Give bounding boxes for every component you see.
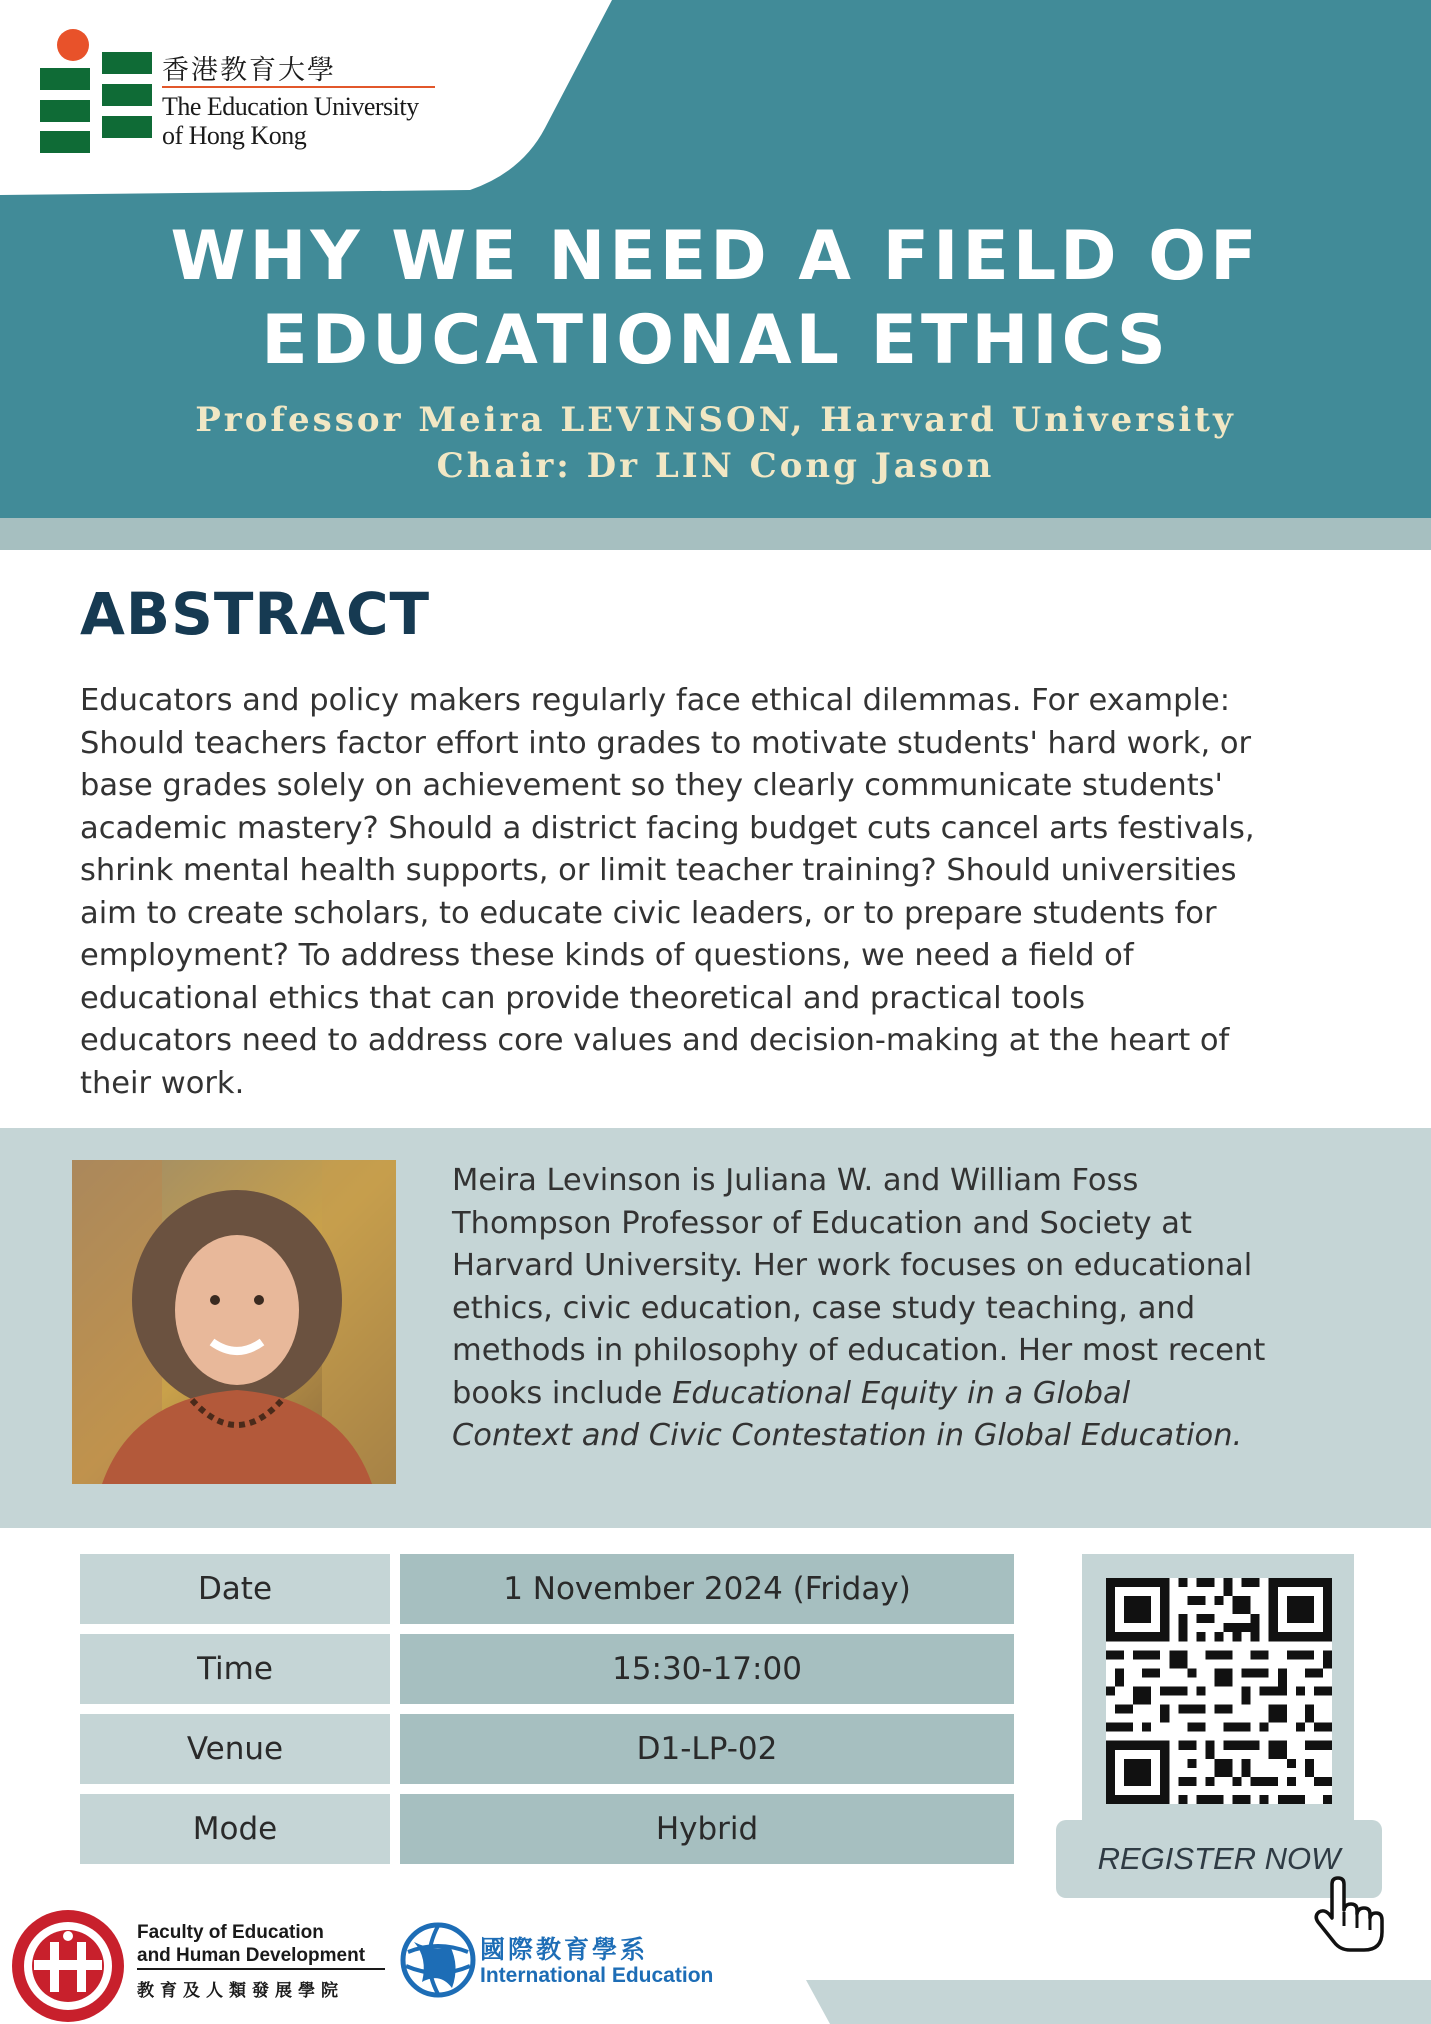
abstract-line: their work. [80, 1065, 245, 1101]
abstract-line: academic mastery? Should a district facing budget cuts cancel arts festivals, [80, 810, 1255, 846]
department-name-zh: 國際教育學系 [480, 1935, 649, 1964]
abstract-line: employment? To address these kinds of questions, we need a field of [80, 938, 1134, 973]
abstract-line: base grades solely on achievement so they clearly communicate students' [80, 768, 1223, 803]
abstract-body [80, 680, 1380, 1105]
detail-label-date: Date [80, 1554, 390, 1624]
detail-value-venue: D1-LP-02 [400, 1714, 1014, 1784]
abstract-line: shrink mental health supports, or limit teacher training? Should universities [80, 853, 1237, 888]
university-name-zh: 香港教育大學 [162, 55, 336, 86]
globe-icon [400, 1922, 476, 1998]
event-subtitle [0, 397, 1431, 489]
detail-value-date: 1 November 2024 (Friday) [400, 1554, 1014, 1624]
bio-line: methods in philosophy of education. Her most recent [452, 1333, 1266, 1368]
register-now-button[interactable]: REGISTER NOW [1056, 1820, 1382, 1898]
bio-line: Meira Levinson is Juliana W. and William Foss [452, 1163, 1139, 1198]
eduhk-emblem-icon [40, 28, 152, 153]
department-name-en: International Education [480, 1964, 714, 1987]
bio-line: Harvard University. Her work focuses on educational [452, 1248, 1253, 1283]
header-stripe [0, 518, 1431, 550]
speaker-line: Professor Meira LEVINSON, Harvard University [195, 400, 1236, 440]
faculty-name-en-line1: Faculty of Education [137, 1922, 324, 1943]
abstract-heading: ABSTRACT [80, 580, 431, 648]
logo-divider [162, 86, 435, 88]
faculty-name-zh: 教育及人類發展學院 [137, 1981, 344, 2001]
abstract-line: Educators and policy makers regularly face ethical dilemmas. For example: [80, 683, 1231, 718]
faculty-logo-icon [10, 1908, 126, 2024]
hand-pointer-icon [1314, 1876, 1384, 1952]
bio-books-title-2: Context and Civic Contestation in Global Education. [452, 1418, 1243, 1453]
bio-line: ethics, civic education, case study teaching, and [452, 1290, 1196, 1326]
abstract-line: educators need to address core values and decision-making at the heart of [80, 1023, 1230, 1058]
chair-line: Chair: Dr LIN Cong Jason [436, 446, 995, 486]
speaker-portrait [72, 1160, 396, 1484]
faculty-divider [137, 1968, 385, 1970]
detail-value-mode: Hybrid [400, 1794, 1014, 1864]
abstract-line: aim to create scholars, to educate civic leaders, or to prepare students for [80, 895, 1217, 931]
abstract-line: Should teachers factor effort into grades to motivate students' hard work, or [80, 725, 1252, 761]
bio-line [452, 1415, 1352, 1458]
qr-code[interactable] [1106, 1578, 1332, 1804]
event-title-line1: WHY WE NEED A FIELD OF [170, 217, 1261, 296]
event-title [0, 215, 1431, 383]
speaker-bio [452, 1160, 1352, 1458]
bio-line: Thompson Professor of Education and Society at [452, 1205, 1192, 1241]
bio-books-title-1: Educational Equity in a Global [672, 1375, 1131, 1411]
university-logo [40, 28, 460, 158]
detail-label-time: Time [80, 1634, 390, 1704]
detail-value-time: 15:30-17:00 [400, 1634, 1014, 1704]
university-name-en-line2: of Hong Kong [162, 121, 307, 150]
detail-label-venue: Venue [80, 1714, 390, 1784]
faculty-name-en-line2: and Human Development [137, 1945, 366, 1966]
bio-books-lead: books include [452, 1375, 673, 1411]
detail-label-mode: Mode [80, 1794, 390, 1864]
university-name-en-line1: The Education University [162, 92, 419, 121]
event-title-line2: EDUCATIONAL ETHICS [261, 301, 1170, 380]
abstract-line: educational ethics that can provide theoretical and practical tools [80, 980, 1085, 1016]
bio-line [452, 1373, 1352, 1416]
